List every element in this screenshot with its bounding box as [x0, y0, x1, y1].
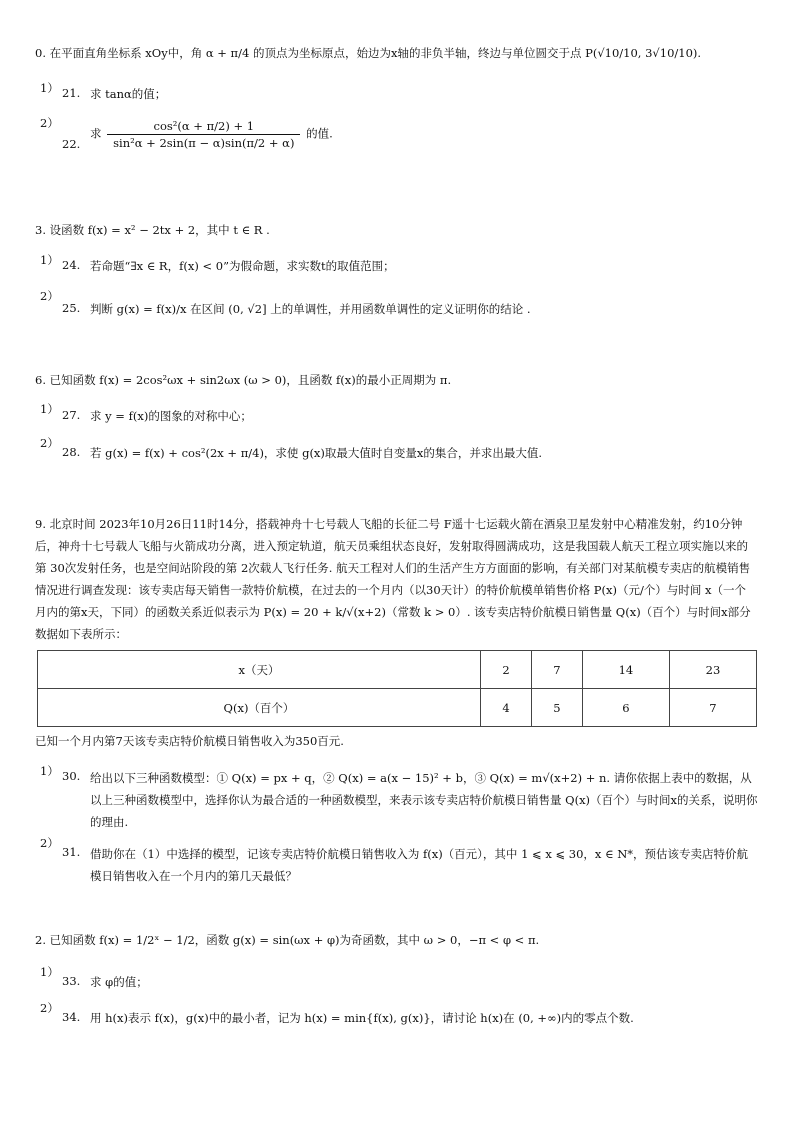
question-24-tag: 1）	[40, 253, 59, 267]
question-30-text: 给出以下三种函数模型：① Q(x) = px + q，② Q(x) = a(x − 15)² + b，③ Q(x) = m√(x+2) + n. 请你依据上表中的数据，从以上三种函数模型中，选择你认为最合适的一种函数模型，来表示该专卖店特价航模日销售量 Q(x)（百个）与时间x的关系，说明你的理由.	[90, 771, 758, 829]
table-row-label-q: Q(x)（百个）	[38, 689, 481, 727]
question-31-text: 借助你在（1）中选择的模型，记该专卖店特价航模日销售收入为 f(x)（百元），其中 1 ⩽ x ⩽ 30，x ∈ N*，预估该专卖店特价航模日销售收入在一个月内的第几天最低？	[90, 847, 749, 883]
table-row	[38, 651, 757, 689]
question-20-stem	[35, 45, 701, 61]
question-21-tag: 1）	[40, 81, 59, 95]
question-21-number: 21.	[62, 86, 81, 100]
question-34-number: 34.	[62, 1010, 81, 1024]
question-28-text: 若 g(x) = f(x) + cos²(2x + π/4)，求使 g(x)取最大值时自变量x的集合，并求出最大值.	[90, 446, 543, 460]
table-cell: 14	[582, 651, 669, 689]
sales-data-table	[37, 650, 757, 727]
question-29-note: 已知一个月内第7天该专卖店特价航模日销售收入为350百元.	[35, 734, 344, 748]
question-27-number: 27.	[62, 408, 81, 422]
question-27-tag: 1）	[40, 402, 59, 416]
table-cell: 4	[481, 689, 532, 727]
question-22-expression	[90, 118, 333, 151]
question-22-numerator: cos²(α + π/2) + 1	[107, 118, 300, 135]
question-22-number: 22.	[62, 137, 81, 151]
question-25-number: 25.	[62, 301, 81, 315]
table-cell: 2	[481, 651, 532, 689]
question-22-prefix: 求	[90, 126, 102, 141]
question-27-text: 求 y = f(x)的图象的对称中心；	[90, 409, 252, 423]
question-26-stem: 6. 已知函数 f(x) = 2cos²ωx + sin2ωx (ω > 0)，且函数 f(x)的最小正周期为 π.	[35, 373, 452, 387]
table-cell: 5	[531, 689, 582, 727]
question-29-paragraph: 9. 北京时间 2023年10月26日11时14分，搭载神舟十七号载人飞船的长征二号 F遥十七运载火箭在酒泉卫星发射中心精准发射，约10分钟后，神舟十七号载人飞船与火箭成功分离，进入预定轨道，航天员乘组状态良好，发射取得圆满成功，这是我国载人航天工程立项实施以来的第 30次发射任务，也是空间站阶段的第 2次载人飞行任务. 航天工程对人们的生活产生方方面面的影响，有关部门对某航模专卖店的航模销售情况进行调查发现：该专卖店每天销售一款特价航模，在过去的一个月内（以30天计）的特价航模单销售价格 P(x)（元/个）与时间 x（一个月内的第x天，下同）的函数关系近似表示为 P(x) = 20 + k/√(x+2)（常数 k > 0）. 该专卖店特价航模日销售量 Q(x)（百个）与时间x部分数据如下表所示：	[35, 517, 751, 641]
question-23-stem: 3. 设函数 f(x) = x² − 2tx + 2，其中 t ∈ R .	[35, 223, 270, 237]
question-24-text: 若命题“∃x ∈ R，f(x) < 0”为假命题，求实数t的取值范围；	[90, 259, 395, 273]
question-24-number: 24.	[62, 258, 81, 272]
question-31-tag: 2）	[40, 836, 59, 850]
question-30-number: 30.	[62, 769, 81, 783]
question-22-suffix: 的值.	[306, 126, 333, 141]
table-cell: 7	[531, 651, 582, 689]
question-25-tag: 2）	[40, 289, 59, 303]
table-cell: 6	[582, 689, 669, 727]
question-20-stem-text: 0. 在平面直角坐标系 xOy中，角 α + π/4 的顶点为坐标原点，始边为x轴的非负半轴，终边与单位圆交于点 P(√10/10, 3√10/10).	[35, 46, 702, 60]
question-22-denominator: sin²α + 2sin(π − α)sin(π/2 + α)	[113, 136, 295, 150]
table-row	[38, 689, 757, 727]
question-34-tag: 2）	[40, 1001, 59, 1015]
question-31-number: 31.	[62, 845, 81, 859]
table-row-label-x: x（天）	[38, 651, 481, 689]
question-30-tag: 1）	[40, 764, 59, 778]
question-34-text: 用 h(x)表示 f(x)，g(x)中的最小者，记为 h(x) = min{f(x), g(x)}，请讨论 h(x)在 (0, +∞)内的零点个数.	[90, 1011, 634, 1025]
question-22-tag: 2）	[40, 116, 59, 130]
question-28-tag: 2）	[40, 436, 59, 450]
question-32-stem: 2. 已知函数 f(x) = 1/2ˣ − 1/2，函数 g(x) = sin(ωx + φ)为奇函数，其中 ω > 0，−π < φ < π.	[35, 933, 540, 947]
question-33-text: 求 φ的值；	[90, 975, 148, 989]
question-33-tag: 1）	[40, 965, 59, 979]
table-cell: 23	[669, 651, 756, 689]
question-22-fraction	[107, 118, 300, 151]
table-cell: 7	[669, 689, 756, 727]
question-28-number: 28.	[62, 445, 81, 459]
question-33-number: 33.	[62, 974, 81, 988]
question-21-text: 求 tanα的值；	[90, 87, 167, 101]
question-25-text: 判断 g(x) = f(x)/x 在区间 (0, √2] 上的单调性，并用函数单调性的定义证明你的结论 .	[90, 302, 531, 316]
